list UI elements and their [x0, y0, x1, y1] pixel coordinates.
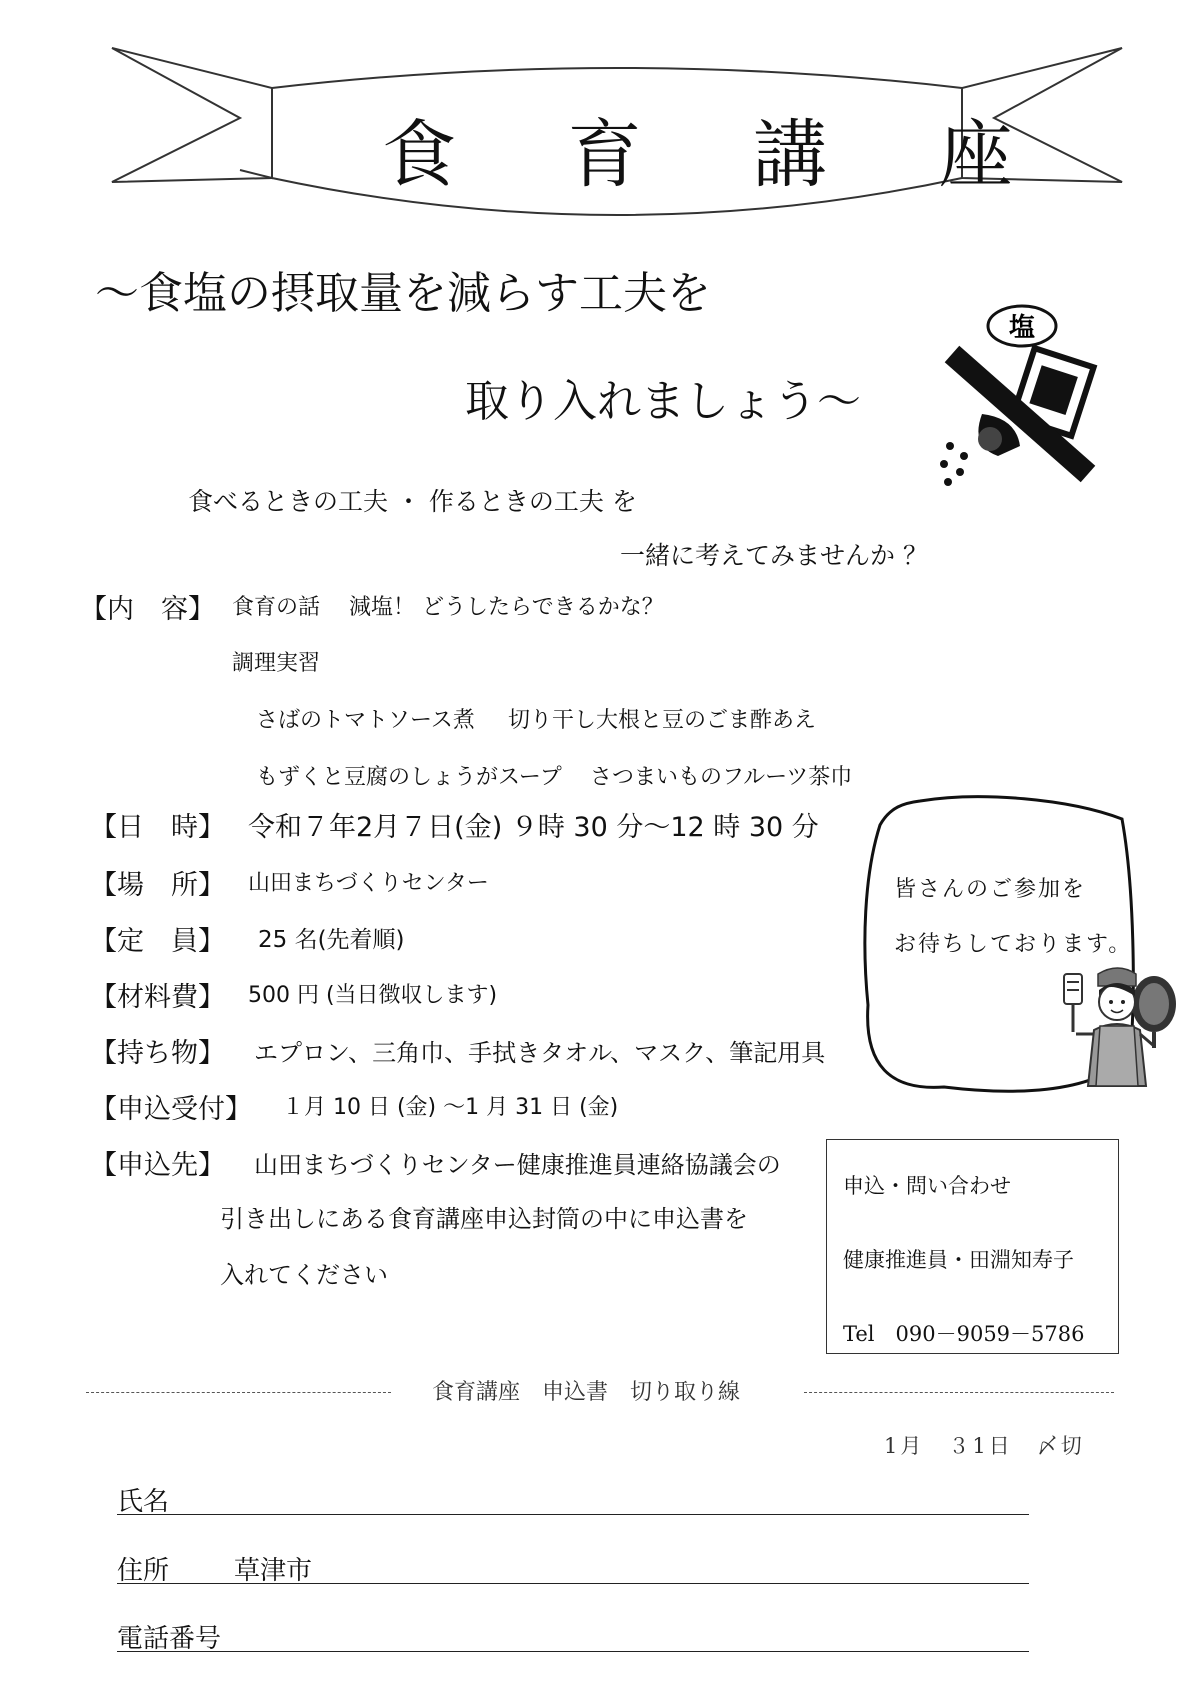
- apply-to-line-2: 引き出しにある食育講座申込封筒の中に申込書を: [220, 1205, 748, 1233]
- belongings-value: エプロン、三角巾、手拭きタオル、マスク、筆記用具: [254, 1039, 826, 1067]
- content-label: 【内 容】: [80, 594, 215, 625]
- subtitle-line-2: 取り入れましょう～: [465, 376, 861, 427]
- name-label: 氏名: [117, 1487, 170, 1517]
- name-line[interactable]: [117, 1514, 1029, 1515]
- date-value: 令和７年2月７日(金) ９時 30 分～12 時 30 分: [248, 812, 819, 843]
- contact-box: [826, 1139, 1119, 1354]
- contact-tel: Tel 090－9059－5786: [843, 1322, 1085, 1346]
- menu-item: もずくと豆腐のしょうがスープ: [256, 765, 562, 790]
- date-label: 【日 時】: [90, 812, 225, 843]
- intro-line-1: 食べるときの工夫 ・ 作るときの工夫 を: [188, 487, 637, 516]
- phone-label: 電話番号: [117, 1624, 222, 1654]
- belongings-label: 【持ち物】: [90, 1038, 225, 1069]
- menu-item: さつまいものフルーツ茶巾: [590, 765, 853, 790]
- bubble-line-2: お待ちしております。: [894, 932, 1133, 957]
- intro-line-2: 一緒に考えてみませんか ？: [620, 541, 928, 570]
- cut-line-right: [804, 1392, 1114, 1393]
- cut-line-label: 食育講座 申込書 切り取り線: [432, 1380, 741, 1405]
- venue-value: 山田まちづくりセンター: [248, 871, 489, 896]
- venue-label: 【場 所】: [90, 870, 225, 901]
- page-title: 食 育 講 座: [382, 112, 1057, 198]
- address-line[interactable]: [117, 1583, 1029, 1584]
- address-label: 住所: [117, 1556, 170, 1586]
- content-line-2: 調理実習: [232, 651, 321, 676]
- no-salt-illustration: [920, 296, 1110, 496]
- apply-to-label: 【申込先】: [90, 1150, 225, 1181]
- phone-line[interactable]: [117, 1651, 1029, 1652]
- fee-label: 【材料費】: [90, 982, 225, 1013]
- capacity-value: 25 名(先着順): [258, 927, 405, 953]
- cut-line-left: [86, 1392, 391, 1393]
- capacity-label: 【定 員】: [90, 926, 225, 957]
- cook-illustration: [1056, 962, 1181, 1088]
- apply-to-line-1: 山田まちづくりセンター健康推進員連絡協議会の: [254, 1151, 781, 1179]
- salt-label: 塩: [1008, 313, 1036, 343]
- menu-item: さばのトマトソース煮: [256, 708, 475, 733]
- apply-to-line-3: 入れてください: [220, 1261, 388, 1289]
- address-value: 草津市: [234, 1556, 313, 1586]
- menu-item: 切り干し大根と豆のごま酢あえ: [508, 708, 817, 733]
- subtitle-line-1: ～食塩の摂取量を減らす工夫を: [95, 268, 711, 319]
- bubble-line-1: 皆さんのご参加を: [894, 877, 1087, 902]
- content-line-1: 食育の話 減塩！ どうしたらできるかな？: [232, 595, 664, 620]
- fee-value: 500 円 (当日徴収します): [248, 983, 498, 1008]
- contact-heading: 申込・問い合わせ: [843, 1174, 1011, 1198]
- contact-person: 健康推進員・田淵知寿子: [843, 1248, 1074, 1272]
- deadline: 1月 ３1日 〆切: [884, 1434, 1085, 1458]
- application-period-value: １月 10 日 (金) ～1 月 31 日 (金): [282, 1095, 619, 1120]
- application-period-label: 【申込受付】: [90, 1094, 252, 1125]
